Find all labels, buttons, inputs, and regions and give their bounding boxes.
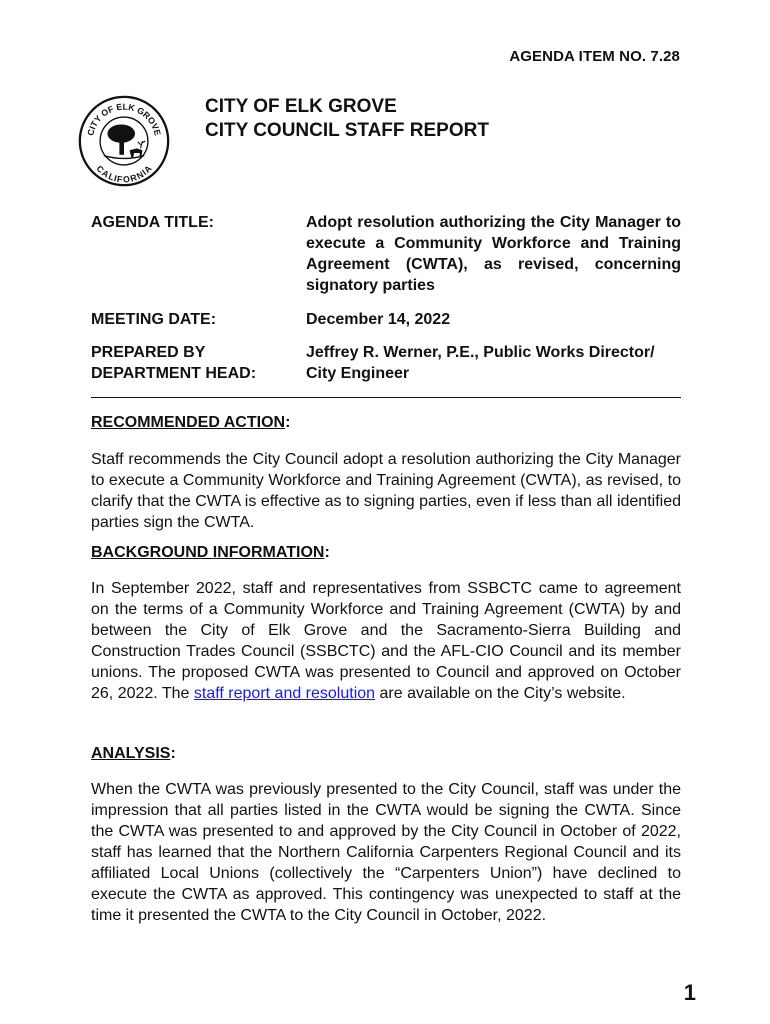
prepared-by-row: [91, 342, 681, 384]
heading-colon: :: [170, 745, 176, 762]
analysis-text: When the CWTA was previously presented to the City Council, staff was under the impression that all parties listed in the CWTA would be signing the CWTA. Since the CWTA was presented to and approved by the City Council in October of 2022, staff has learned that the Northern California Carpenters Regional Council and its affiliated Local Unions (collectively the “Carpenters Union”) have declined to execute the CWTA as approved. This contingency was unexpected to staff at the time it presented the CWTA to the City Council in October, 2022.: [91, 781, 681, 924]
recommended-action-heading: [91, 414, 290, 432]
prepared-by-label: [91, 342, 301, 384]
header-divider: [91, 397, 681, 398]
prepared-by-label-line2: DEPARTMENT HEAD:: [91, 365, 257, 382]
agenda-title-row: [91, 212, 681, 296]
background-text-part1: In September 2022, staff and representatives from SSBCTC came to agreement on the terms of a Community Workforce and Training Agreement (CWTA) by and between the City of Elk Grove and the Sacramento-Sierra Building and Construction Trades Council (SSBCTC) and the AFL-CIO Council and its member unions. The proposed CWTA was presented to Council and approved on October 26, 2022. The: [91, 580, 681, 702]
meeting-date-value: December 14, 2022: [306, 311, 451, 328]
analysis-heading: [91, 745, 176, 763]
background-heading-text: BACKGROUND INFORMATION: [91, 544, 325, 561]
background-heading: [91, 544, 330, 562]
heading-colon: :: [285, 414, 291, 431]
prepared-by-value: Jeffrey R. Werner, P.E., Public Works Director/ City Engineer: [306, 344, 655, 382]
agenda-title-value: Adopt resolution authorizing the City Manager to execute a Community Workforce and Training Agreement (CWTA), as revised, concerning signatory parties: [306, 214, 681, 294]
svg-text:CALIFORNIA: CALIFORNIA: [94, 163, 154, 185]
agenda-title-label: AGENDA TITLE:: [91, 214, 214, 231]
prepared-by-label-line1: PREPARED BY: [91, 344, 206, 361]
recommended-action-heading-text: RECOMMENDED ACTION: [91, 414, 286, 431]
staff-report-link[interactable]: staff report and resolution: [193, 685, 376, 702]
meeting-date-label: MEETING DATE:: [91, 311, 217, 328]
agenda-item-number: AGENDA ITEM NO. 7.28: [509, 48, 680, 65]
background-text: [91, 578, 681, 704]
svg-text:CITY OF ELK GROVE: CITY OF ELK GROVE: [85, 101, 163, 137]
background-text-part2: are available on the City’s website.: [375, 685, 626, 702]
page-number: 1: [683, 980, 696, 1005]
city-seal-icon: [78, 95, 170, 187]
analysis-heading-text: ANALYSIS: [91, 745, 171, 762]
meeting-date-row: [91, 309, 681, 330]
org-title-line2: CITY COUNCIL STAFF REPORT: [205, 120, 489, 141]
page-title: [205, 95, 489, 143]
recommended-action-text: Staff recommends the City Council adopt a resolution authorizing the City Manager to execute a Community Workforce and Training Agreement (CWTA), as revised, to clarify that the CWTA is effective as to signing parties, even if less than all identified parties sign the CWTA.: [91, 451, 681, 531]
org-title-line1: CITY OF ELK GROVE: [205, 96, 397, 117]
heading-colon: :: [324, 544, 330, 561]
